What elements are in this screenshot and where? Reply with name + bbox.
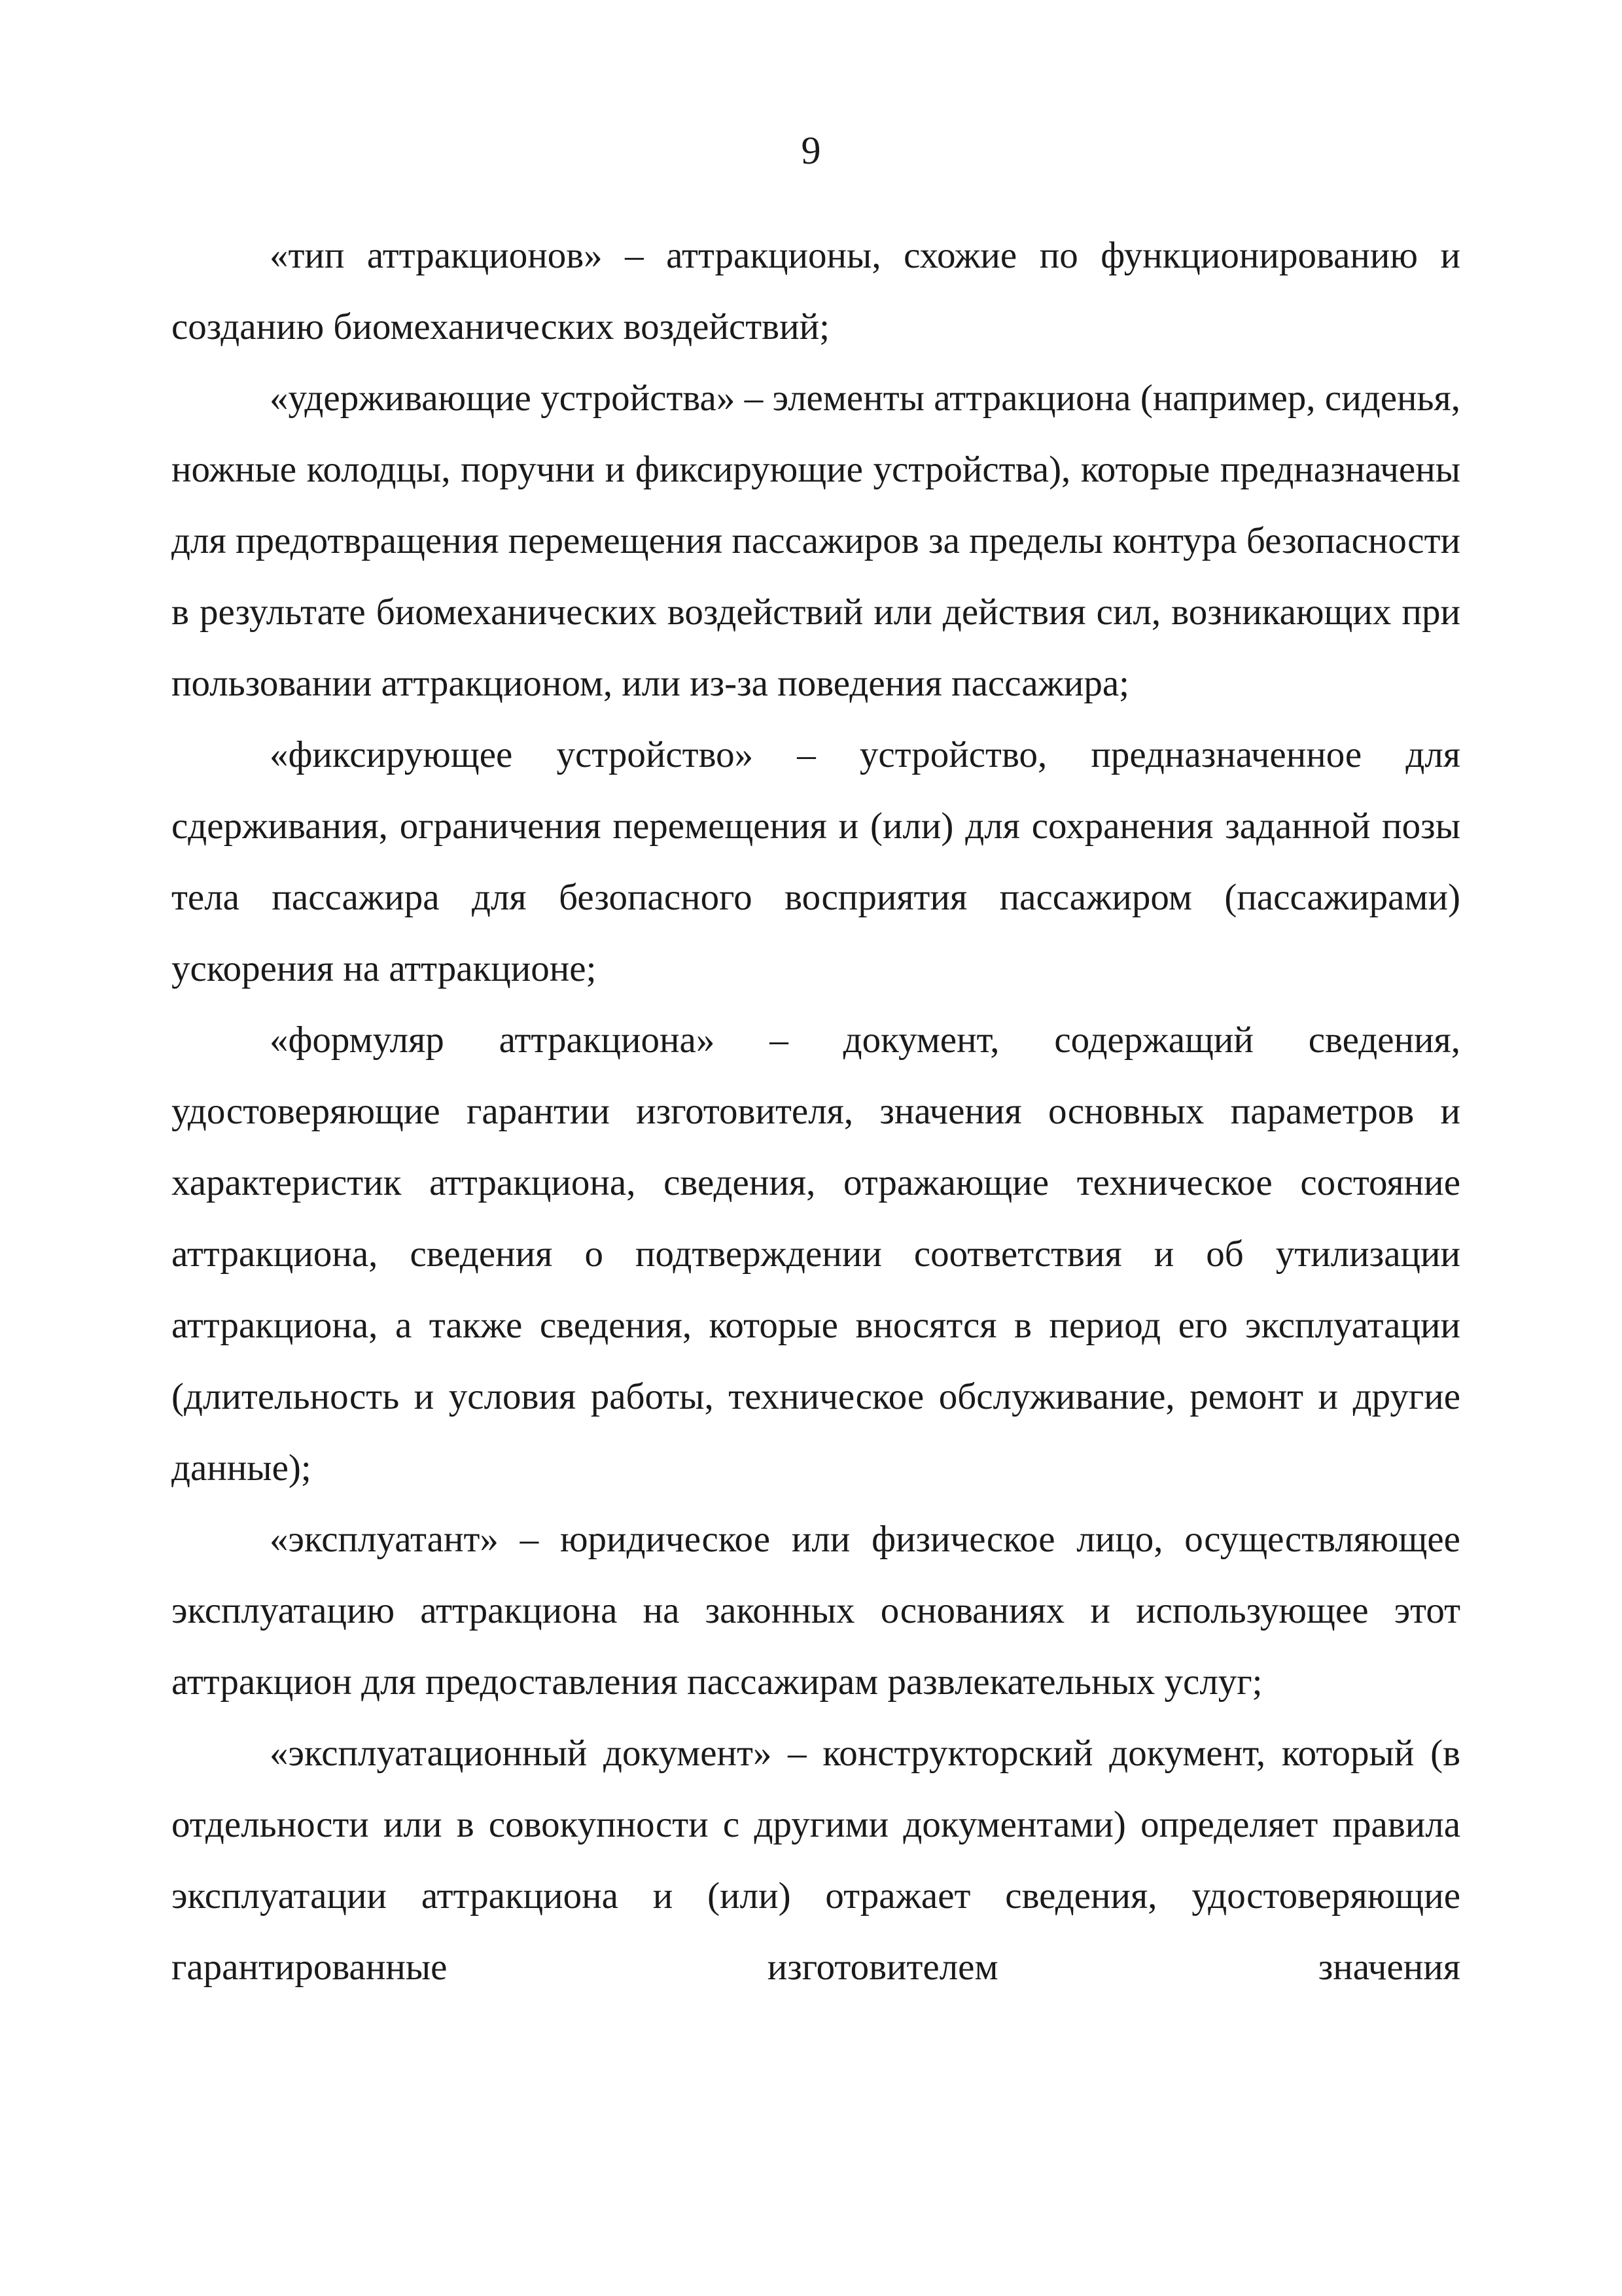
definition-paragraph-fixing-device: «фиксирующее устройство» – устройство, предназначенное для сдерживания, ограничения перемещения и (или) для сохранения заданной позы тела пассажира для безопасного восприятия пассажиром (пассажирами) ускорения на аттракционе; [171, 734, 1460, 989]
definition-paragraph-type-of-attractions: «тип аттракционов» – аттракционы, схожие по функционированию и созданию биомеханических воздействий; [171, 235, 1460, 347]
document-body [171, 220, 1460, 2003]
definition-paragraph-operational-document: «эксплуатационный документ» – конструкторский документ, который (в отдельности или в совокупности с другими документами) определяет правила эксплуатации аттракциона и (или) отражает сведения, удостоверяющие гарантированные изготовителем значения [171, 1733, 1460, 1988]
definition-paragraph-restraint-devices: «удерживающие устройства» – элементы аттракциона (например, сиденья, ножные колодцы, поручни и фиксирующие устройства), которые предназначены для предотвращения перемещения пассажиров за пределы контура безопасности в результате биомеханических воздействий или действия сил, возникающих при пользовании аттракционом, или из-за поведения пассажира; [171, 378, 1460, 704]
definition-paragraph-attraction-logbook: «формуляр аттракциона» – документ, содержащий сведения, удостоверяющие гарантии изготовителя, значения основных параметров и характеристик аттракциона, сведения, отражающие техническое состояние аттракциона, сведения о подтверждении соответствия и об утилизации аттракциона, а также сведения, которые вносятся в период его эксплуатации (длительность и условия работы, техническое обслуживание, ремонт и другие данные); [171, 1019, 1460, 1489]
definition-paragraph-operator: «эксплуатант» – юридическое или физическое лицо, осуществляющее эксплуатацию аттракциона на законных основаниях и использующее этот аттракцион для предоставления пассажирам развлекательных услуг; [171, 1519, 1460, 1703]
page-number: 9 [801, 129, 821, 172]
